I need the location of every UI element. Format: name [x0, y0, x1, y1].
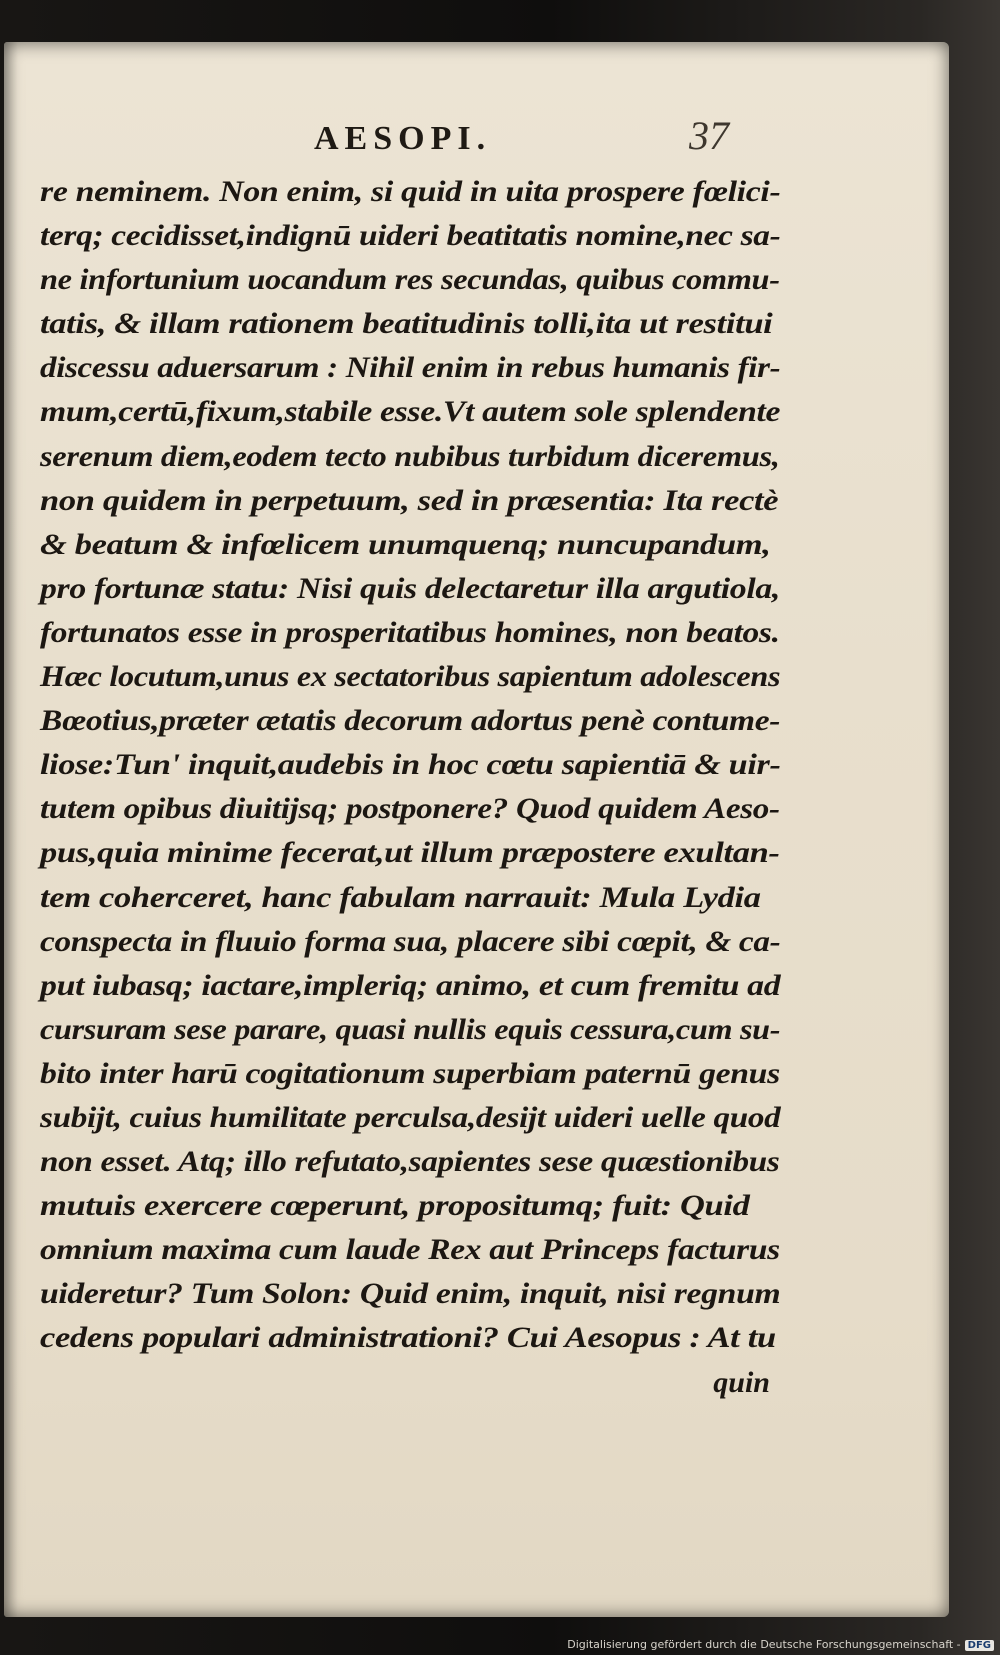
page-number: 37 — [689, 113, 729, 158]
text-line: omnium maxima cum laude Rex aut Princeps facturus — [40, 1233, 780, 1267]
text-line: pus,quia minime fecerat,ut illum præpostere exultan- — [40, 836, 780, 870]
page-header — [4, 112, 949, 162]
text-line: non esset. Atq; illo refutato,sapientes sese quæstionibus — [40, 1145, 780, 1179]
text-line: & beatum & infœlicem unumquenq; nuncupandum, — [40, 527, 771, 561]
text-line: pro fortunæ statu: Nisi quis delectaretur illa argutiola, — [40, 571, 781, 605]
catchword: quin — [713, 1365, 770, 1399]
digitization-credit — [567, 1638, 994, 1651]
text-line: fortunatos esse in prosperitatibus homines, non beatos. — [40, 615, 780, 649]
text-line: ne infortunium uocandum res secundas, quibus commu- — [40, 263, 780, 297]
book-page — [4, 42, 949, 1617]
dfg-logo: DFG — [965, 1640, 994, 1651]
text-line: uideretur? Tum Solon: Quid enim, inquit, nisi regnum — [40, 1277, 781, 1311]
text-line: conspecta in fluuio forma sua, placere sibi cœpit, & ca- — [40, 924, 781, 958]
text-line: re neminem. Non enim, si quid in uita prospere fœlici- — [40, 175, 781, 208]
text-line: mutuis exercere cœperunt, propositumq; fuit: Quid — [40, 1189, 750, 1223]
page-gutter-shadow — [4, 42, 18, 1617]
text-line: tutem opibus diuitijsq; postponere? Quod quidem Aeso- — [40, 792, 780, 826]
text-line: mum,certū,fixum,stabile esse.Vt autem sole splendente — [40, 395, 781, 429]
text-line: tatis, & illam rationem beatitudinis tolli,ita ut restitui — [40, 307, 773, 341]
text-line: put iubasq; iactare,impleriq; animo, et cum fremitu ad — [40, 968, 781, 1002]
text-line: tem coherceret, hanc fabulam narrauit: Mula Lydia — [40, 880, 761, 914]
body-text — [40, 170, 780, 1405]
text-line: Hæc locutum,unus ex sectatoribus sapientum adolescens — [40, 660, 781, 694]
running-head: AESOPI. — [314, 120, 492, 157]
text-line: serenum diem,eodem tecto nubibus turbidum diceremus, — [40, 439, 780, 473]
text-line: bito inter harū cogitationum superbiam paternū genus — [40, 1056, 780, 1090]
text-line: Bœotius,præter ætatis decorum adortus penè contume- — [40, 704, 781, 738]
text-line: non quidem in perpetuum, sed in præsentia: Ita rectè — [40, 483, 779, 517]
text-line: cursuram sese parare, quasi nullis equis cessura,cum su- — [40, 1012, 781, 1046]
text-line: liose:Tun' inquit,audebis in hoc cœtu sapientiā & uir- — [40, 748, 781, 782]
text-line: subijt, cuius humilitate perculsa,desijt uideri uelle quod — [40, 1100, 781, 1134]
text-line: cedens populari administrationi? Cui Aesopus : At tu — [40, 1321, 776, 1355]
credit-text: Digitalisierung gefördert durch die Deutsche Forschungsgemeinschaft - — [567, 1638, 961, 1651]
text-line: discessu aduersarum : Nihil enim in rebus humanis fir- — [40, 351, 781, 385]
text-line: terq; cecidisset,indignū uideri beatitatis nomine,nec sa- — [40, 219, 781, 253]
